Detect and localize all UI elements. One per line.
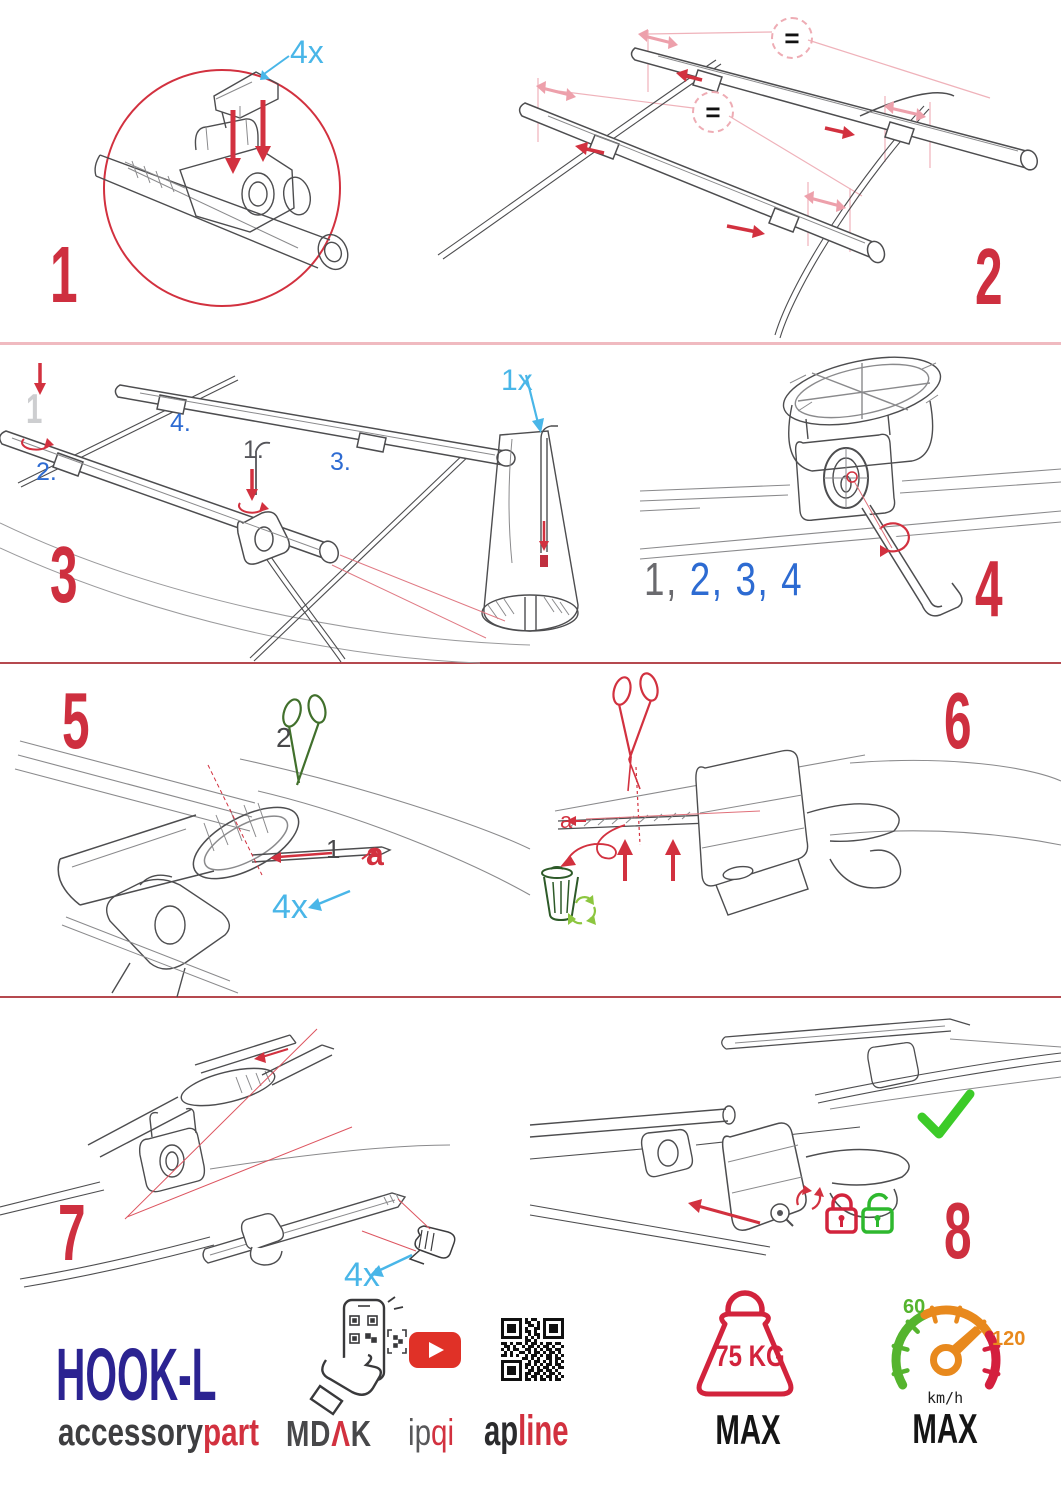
step1-number: 1: [50, 230, 78, 319]
magnify-leaders: [332, 555, 505, 638]
step3-number: 3: [50, 530, 78, 619]
logo-apline: apline: [484, 1407, 569, 1455]
weight-value: 75 KG: [715, 1340, 785, 1373]
step7-qty-label: 4x: [344, 1256, 380, 1294]
step5-label2: 2: [276, 722, 292, 753]
speed-max-label: MAX: [912, 1405, 978, 1452]
step6-label-a: a: [560, 808, 573, 833]
step5-qty-label: 4x: [272, 888, 308, 926]
step3-qty-label: 1x: [501, 364, 533, 397]
step6-illustration: [530, 663, 1061, 997]
clamp-foot: [62, 875, 238, 997]
step3-ghost-number: 1: [26, 385, 43, 432]
magnify-leaders: [125, 1029, 352, 1219]
step4-number: 4: [975, 544, 1003, 633]
qty-leader-line: [308, 891, 350, 911]
equal-badge: =: [692, 91, 734, 133]
check-icon: [922, 1094, 970, 1134]
logo-ipqi: ipqi: [408, 1412, 455, 1453]
step5-number: 5: [62, 676, 90, 765]
clamp-cover: [696, 750, 901, 915]
brand-logo: accessorypart: [58, 1412, 260, 1454]
step2-illustration: [430, 0, 1061, 343]
end-cap: [410, 1226, 455, 1264]
step3-sub4: 4.: [170, 409, 191, 437]
qr-code: [501, 1318, 564, 1381]
step8-illustration: [530, 997, 1061, 1310]
step5-label-a: a: [366, 836, 384, 872]
insert-arrows: [225, 100, 271, 174]
step6-number: 6: [944, 676, 972, 765]
step3-sub3: 3.: [330, 448, 351, 476]
lock-cover: [723, 1123, 909, 1230]
step3-illustration: [0, 343, 640, 663]
youtube-icon: [408, 1330, 462, 1370]
qty-leader-line: [260, 56, 289, 80]
product-name: HOOK-L: [56, 1333, 217, 1416]
push-up-arrows: [617, 839, 681, 881]
logo-mdak: MDΛK: [286, 1413, 372, 1454]
clamp-magnified: [778, 345, 947, 520]
step7-number: 7: [58, 1188, 86, 1277]
step5-label1: 1: [326, 834, 341, 864]
step4-sequence-label: 1, 2, 3, 4: [644, 553, 804, 605]
step3-sub1: 1.: [243, 436, 264, 464]
speed-unit-label: km/h: [927, 1389, 964, 1407]
speed-low-label: 60: [903, 1296, 926, 1318]
equal-badge: =: [771, 17, 813, 59]
step8-number: 8: [944, 1186, 972, 1275]
phone-scan-icon: [316, 1296, 408, 1408]
speed-high-label: 120: [992, 1328, 1026, 1350]
step3-sub2: 2.: [36, 458, 57, 486]
step2-number: 2: [975, 232, 1003, 321]
weight-max-label: MAX: [715, 1406, 781, 1453]
step1-qty-label: 4x: [290, 34, 324, 70]
trash-recycle-icon: [542, 867, 596, 925]
